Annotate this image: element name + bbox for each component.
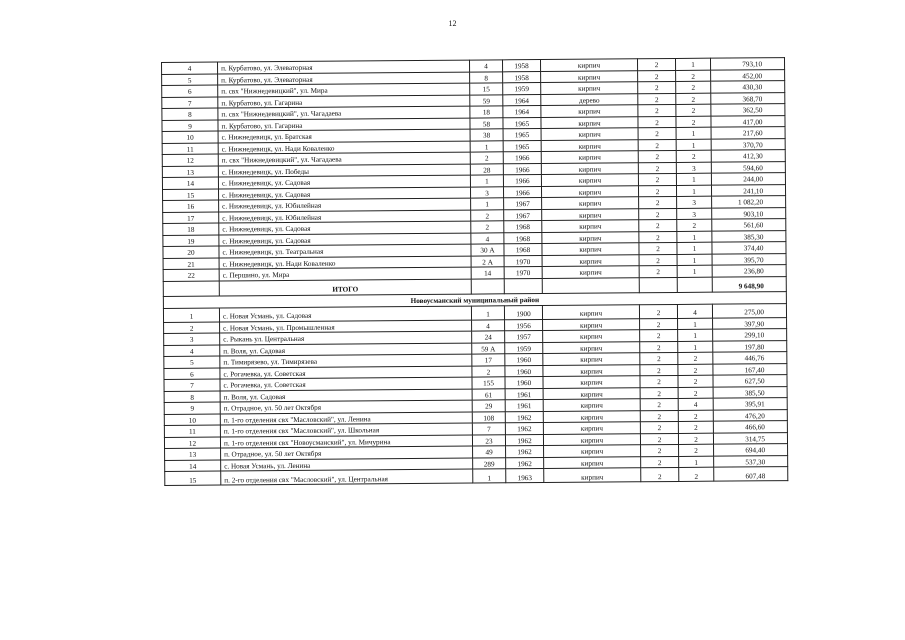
entrances-cell: 2 bbox=[679, 467, 714, 481]
housing-table bbox=[161, 57, 788, 486]
area-cell: 537,30 bbox=[714, 455, 788, 467]
area-cell: 694,40 bbox=[714, 444, 788, 456]
row-number: 17 bbox=[163, 212, 219, 224]
entrances-cell: 1 bbox=[678, 341, 713, 353]
floors-cell: 2 bbox=[639, 219, 677, 231]
year-cell: 1966 bbox=[503, 175, 541, 187]
house-number-cell: 28 bbox=[470, 163, 503, 175]
material-cell: кирпич bbox=[541, 139, 638, 151]
house-number-cell: 15 bbox=[470, 83, 503, 95]
year-cell: 1900 bbox=[504, 305, 542, 319]
entrances-cell: 3 bbox=[677, 208, 712, 220]
address-cell: с. Новая Усмань, ул. Промышленная bbox=[220, 320, 472, 333]
house-number-cell: 29 bbox=[472, 400, 505, 412]
address-cell: с. Новая Усмань, ул. Садовая bbox=[219, 306, 471, 322]
year-cell: 1959 bbox=[505, 342, 543, 354]
row-number: 5 bbox=[164, 356, 220, 368]
floors-cell: 2 bbox=[640, 329, 678, 341]
row-number: 4 bbox=[164, 345, 220, 357]
area-cell: 903,10 bbox=[712, 207, 786, 219]
year-cell: 1960 bbox=[505, 377, 543, 389]
row-number: 9 bbox=[164, 402, 220, 414]
house-number-cell: 1 bbox=[471, 305, 504, 319]
entrances-cell: 2 bbox=[678, 433, 713, 445]
floors-cell: 2 bbox=[641, 456, 679, 468]
address-cell: п. 1-го отделения свх "Масловский", ул. Школьная bbox=[220, 423, 472, 436]
material-cell: кирпич bbox=[542, 208, 639, 220]
floors-cell: 2 bbox=[640, 318, 678, 330]
area-cell: 385,50 bbox=[713, 386, 787, 398]
address-cell: п. 2-го отделения свх "Масловский", ул. Центральная bbox=[221, 469, 473, 485]
floors-cell: 2 bbox=[638, 81, 676, 93]
material-cell: кирпич bbox=[541, 116, 638, 128]
house-number-cell: 4 bbox=[472, 319, 505, 331]
address-cell: п. Курбатово, ул. Элеваторная bbox=[218, 60, 470, 73]
row-number: 18 bbox=[163, 223, 219, 235]
year-cell: 1962 bbox=[505, 411, 543, 423]
house-number-cell: 61 bbox=[472, 388, 505, 400]
house-number-cell: 14 bbox=[471, 267, 504, 279]
house-number-cell: 38 bbox=[470, 129, 503, 141]
house-number-cell: 23 bbox=[472, 434, 505, 446]
row-number: 6 bbox=[162, 85, 218, 97]
year-cell: 1965 bbox=[503, 140, 541, 152]
address-cell: п. Отрадное, ул. 50 лет Октября bbox=[220, 400, 472, 413]
floors-cell: 2 bbox=[638, 70, 676, 82]
material-cell: кирпич bbox=[543, 433, 640, 445]
total-empty-cell bbox=[542, 277, 639, 293]
area-cell: 197,80 bbox=[713, 340, 787, 352]
entrances-cell: 2 bbox=[676, 70, 711, 82]
material-cell: кирпич bbox=[543, 399, 640, 411]
entrances-cell: 1 bbox=[677, 265, 712, 277]
row-number: 20 bbox=[163, 246, 219, 258]
row-number: 1 bbox=[163, 308, 219, 322]
entrances-cell: 1 bbox=[677, 231, 712, 243]
year-cell: 1967 bbox=[504, 209, 542, 221]
area-cell: 299,10 bbox=[713, 329, 787, 341]
material-cell: кирпич bbox=[543, 330, 640, 342]
area-cell: 395,70 bbox=[712, 253, 786, 265]
year-cell: 1962 bbox=[505, 423, 543, 435]
row-number: 11 bbox=[162, 143, 218, 155]
entrances-cell: 2 bbox=[678, 375, 713, 387]
row-number: 13 bbox=[165, 448, 221, 460]
row-number: 15 bbox=[162, 189, 218, 201]
address-cell: с. Першино, ул. Мира bbox=[219, 267, 471, 280]
entrances-cell: 2 bbox=[678, 421, 713, 433]
year-cell: 1968 bbox=[504, 244, 542, 256]
area-cell: 370,70 bbox=[711, 138, 785, 150]
material-cell: кирпич bbox=[541, 174, 638, 186]
area-cell: 244,00 bbox=[711, 173, 785, 185]
entrances-cell: 2 bbox=[676, 116, 711, 128]
floors-cell: 2 bbox=[640, 410, 678, 422]
house-number-cell: 2 bbox=[471, 209, 504, 221]
year-cell: 1957 bbox=[505, 331, 543, 343]
year-cell: 1968 bbox=[504, 221, 542, 233]
address-cell: п. свх "Нижнедевицкий", ул. Чагадаева bbox=[218, 106, 470, 119]
address-cell: п. 1-го отделения свх "Масловский", ул. Ленина bbox=[220, 412, 472, 425]
entrances-cell: 1 bbox=[677, 254, 712, 266]
floors-cell: 2 bbox=[638, 116, 676, 128]
material-cell: кирпич bbox=[542, 243, 639, 255]
entrances-cell: 2 bbox=[678, 410, 713, 422]
floors-cell: 2 bbox=[638, 162, 676, 174]
material-cell: кирпич bbox=[541, 128, 638, 140]
year-cell: 1960 bbox=[505, 354, 543, 366]
material-cell: кирпич bbox=[543, 410, 640, 422]
row-number: 10 bbox=[164, 414, 220, 426]
house-number-cell: 18 bbox=[470, 106, 503, 118]
total-empty-cell bbox=[163, 281, 219, 296]
area-cell: 627,50 bbox=[713, 375, 787, 387]
year-cell: 1965 bbox=[503, 117, 541, 129]
address-cell: п. 1-го отделения свх "Новоусманский", ул. Мичурина bbox=[220, 435, 472, 448]
address-cell: с. Нижнедевицк, ул. Садовая bbox=[219, 221, 471, 234]
row-number: 7 bbox=[164, 379, 220, 391]
year-cell: 1965 bbox=[503, 129, 541, 141]
house-number-cell: 17 bbox=[472, 354, 505, 366]
material-cell: кирпич bbox=[542, 197, 639, 209]
row-number: 13 bbox=[162, 166, 218, 178]
entrances-cell: 2 bbox=[678, 352, 713, 364]
entrances-cell: 1 bbox=[676, 139, 711, 151]
floors-cell: 2 bbox=[638, 93, 676, 105]
year-cell: 1966 bbox=[503, 163, 541, 175]
area-cell: 476,20 bbox=[713, 409, 787, 421]
house-number-cell: 8 bbox=[470, 71, 503, 83]
house-number-cell: 2 bbox=[472, 365, 505, 377]
total-empty-cell bbox=[471, 278, 504, 293]
address-cell: п. свх "Нижнедевицкий", ул. Чагадаева bbox=[218, 152, 470, 165]
floors-cell: 2 bbox=[639, 304, 677, 318]
material-cell: кирпич bbox=[541, 185, 638, 197]
total-area: 9 648,90 bbox=[712, 276, 786, 292]
entrances-cell: 2 bbox=[677, 219, 712, 231]
entrances-cell: 3 bbox=[676, 162, 711, 174]
floors-cell: 2 bbox=[637, 58, 675, 70]
address-cell: с. Нижнедевицк, ул. Садовая bbox=[218, 175, 470, 188]
district-title: Новоусманский муниципальный район bbox=[163, 291, 786, 308]
material-cell: кирпич bbox=[543, 353, 640, 365]
entrances-cell: 2 bbox=[676, 150, 711, 162]
year-cell: 1966 bbox=[503, 186, 541, 198]
area-cell: 362,50 bbox=[711, 104, 785, 116]
entrances-cell: 2 bbox=[676, 81, 711, 93]
row-number: 14 bbox=[165, 460, 221, 472]
area-cell: 452,00 bbox=[711, 69, 785, 81]
material-cell: кирпич bbox=[543, 376, 640, 388]
address-cell: с. Рогачевка, ул. Советская bbox=[220, 366, 472, 379]
year-cell: 1968 bbox=[504, 232, 542, 244]
address-cell: п. Курбатово, ул. Гагарина bbox=[218, 95, 470, 108]
address-cell: с. Нижнедевицк, ул. Театральная bbox=[219, 244, 471, 257]
entrances-cell: 3 bbox=[677, 196, 712, 208]
area-cell: 1 082,20 bbox=[712, 196, 786, 208]
house-number-cell: 1 bbox=[471, 198, 504, 210]
material-cell: кирпич bbox=[544, 445, 641, 457]
area-cell: 241,10 bbox=[711, 184, 785, 196]
address-cell: п. Курбатово, ул. Элеваторная bbox=[218, 72, 470, 85]
house-number-cell: 108 bbox=[472, 411, 505, 423]
address-cell: п. свх "Нижнедевицкий", ул. Мира bbox=[218, 83, 470, 96]
entrances-cell: 1 bbox=[676, 185, 711, 197]
house-number-cell: 30 А bbox=[471, 244, 504, 256]
floors-cell: 2 bbox=[640, 398, 678, 410]
floors-cell: 2 bbox=[640, 433, 678, 445]
house-number-cell: 59 bbox=[470, 94, 503, 106]
area-cell: 466,60 bbox=[713, 421, 787, 433]
total-label: ИТОГО bbox=[219, 279, 471, 296]
area-cell: 793,10 bbox=[710, 58, 784, 70]
row-number: 21 bbox=[163, 258, 219, 270]
material-cell: кирпич bbox=[542, 304, 639, 319]
row-number: 8 bbox=[162, 108, 218, 120]
area-cell: 397,90 bbox=[713, 317, 787, 329]
year-cell: 1967 bbox=[504, 198, 542, 210]
house-number-cell: 2 А bbox=[471, 255, 504, 267]
area-cell: 446,76 bbox=[713, 352, 787, 364]
area-cell: 607,48 bbox=[714, 467, 788, 482]
year-cell: 1964 bbox=[503, 94, 541, 106]
floors-cell: 2 bbox=[639, 254, 677, 266]
material-cell: кирпич bbox=[540, 59, 637, 71]
address-cell: с. Рыкань ул. Центральная bbox=[220, 331, 472, 344]
area-cell: 275,00 bbox=[712, 303, 786, 318]
year-cell: 1961 bbox=[505, 400, 543, 412]
year-cell: 1970 bbox=[504, 255, 542, 267]
year-cell: 1963 bbox=[506, 469, 544, 483]
floors-cell: 2 bbox=[639, 265, 677, 277]
row-number: 2 bbox=[164, 322, 220, 334]
house-number-cell: 7 bbox=[472, 423, 505, 435]
material-cell: кирпич bbox=[541, 82, 638, 94]
row-number: 11 bbox=[164, 425, 220, 437]
row-number: 12 bbox=[164, 437, 220, 449]
total-empty-cell bbox=[677, 277, 712, 292]
address-cell: с. Рогачевка, ул. Советская bbox=[220, 377, 472, 390]
house-number-cell: 59 А bbox=[472, 342, 505, 354]
row-number: 6 bbox=[164, 368, 220, 380]
material-cell: кирпич bbox=[543, 318, 640, 330]
year-cell: 1958 bbox=[502, 60, 540, 72]
total-empty-cell bbox=[504, 278, 542, 293]
year-cell: 1958 bbox=[503, 71, 541, 83]
row-number: 12 bbox=[162, 154, 218, 166]
entrances-cell: 1 bbox=[675, 58, 710, 70]
floors-cell: 2 bbox=[639, 231, 677, 243]
house-number-cell: 4 bbox=[469, 60, 502, 72]
entrances-cell: 1 bbox=[676, 173, 711, 185]
material-cell: кирпич bbox=[544, 468, 641, 483]
entrances-cell: 4 bbox=[678, 398, 713, 410]
material-cell: кирпич bbox=[541, 151, 638, 163]
house-number-cell: 58 bbox=[470, 117, 503, 129]
house-number-cell: 155 bbox=[472, 377, 505, 389]
area-cell: 314,75 bbox=[713, 432, 787, 444]
address-cell: с. Нижнедевицк, ул. Нади Коваленко bbox=[218, 141, 470, 154]
material-cell: кирпич bbox=[543, 387, 640, 399]
row-number: 4 bbox=[162, 62, 218, 74]
area-cell: 368,70 bbox=[711, 92, 785, 104]
floors-cell: 2 bbox=[641, 444, 679, 456]
material-cell: кирпич bbox=[543, 422, 640, 434]
entrances-cell: 1 bbox=[678, 318, 713, 330]
floors-cell: 2 bbox=[640, 341, 678, 353]
area-cell: 417,00 bbox=[711, 115, 785, 127]
floors-cell: 2 bbox=[638, 139, 676, 151]
address-cell: с. Новая Усмань, ул. Ленина bbox=[221, 458, 473, 471]
material-cell: кирпич bbox=[541, 70, 638, 82]
row-number: 19 bbox=[163, 235, 219, 247]
entrances-cell: 2 bbox=[678, 387, 713, 399]
address-cell: п. Воля, ул. Садовая bbox=[220, 389, 472, 402]
floors-cell: 2 bbox=[640, 387, 678, 399]
area-cell: 561,60 bbox=[712, 219, 786, 231]
floors-cell: 2 bbox=[638, 104, 676, 116]
year-cell: 1961 bbox=[505, 388, 543, 400]
row-number: 8 bbox=[164, 391, 220, 403]
year-cell: 1959 bbox=[503, 83, 541, 95]
floors-cell: 2 bbox=[640, 421, 678, 433]
floors-cell: 2 bbox=[639, 242, 677, 254]
year-cell: 1970 bbox=[504, 267, 542, 279]
year-cell: 1962 bbox=[506, 457, 544, 469]
table-section-part2 bbox=[163, 303, 787, 485]
house-number-cell: 24 bbox=[472, 331, 505, 343]
page-number: 12 bbox=[448, 19, 457, 28]
floors-cell: 2 bbox=[641, 467, 679, 481]
house-number-cell: 1 bbox=[470, 140, 503, 152]
row-number: 3 bbox=[164, 333, 220, 345]
address-cell: с. Нижнедевицк, ул. Юбилейная bbox=[219, 210, 471, 223]
area-cell: 594,60 bbox=[711, 161, 785, 173]
floors-cell: 2 bbox=[640, 352, 678, 364]
row-number: 16 bbox=[163, 200, 219, 212]
address-cell: п. Курбатово, ул. Гагарина bbox=[218, 118, 470, 131]
house-number-cell: 2 bbox=[471, 221, 504, 233]
house-number-cell: 49 bbox=[473, 446, 506, 458]
housing-table-container bbox=[161, 57, 787, 486]
area-cell: 385,30 bbox=[712, 230, 786, 242]
address-cell: с. Нижнедевицк, ул. Садовая bbox=[218, 187, 470, 200]
entrances-cell: 1 bbox=[677, 242, 712, 254]
material-cell: кирпич bbox=[542, 231, 639, 243]
house-number-cell: 3 bbox=[470, 186, 503, 198]
floors-cell: 2 bbox=[639, 196, 677, 208]
house-number-cell: 4 bbox=[471, 232, 504, 244]
area-cell: 374,40 bbox=[712, 242, 786, 254]
entrances-cell: 1 bbox=[679, 456, 714, 468]
address-cell: с. Нижнедевицк, ул. Юбилейная bbox=[219, 198, 471, 211]
area-cell: 395,91 bbox=[713, 398, 787, 410]
year-cell: 1960 bbox=[505, 365, 543, 377]
floors-cell: 2 bbox=[638, 173, 676, 185]
row-number: 5 bbox=[162, 74, 218, 86]
material-cell: кирпич bbox=[544, 456, 641, 468]
row-number: 10 bbox=[162, 131, 218, 143]
total-empty-cell bbox=[639, 277, 677, 292]
year-cell: 1956 bbox=[505, 319, 543, 331]
address-cell: с. Нижнедевицк, ул. Победы bbox=[218, 164, 470, 177]
floors-cell: 2 bbox=[638, 150, 676, 162]
row-number: 14 bbox=[162, 177, 218, 189]
material-cell: дерево bbox=[541, 93, 638, 105]
material-cell: кирпич bbox=[542, 254, 639, 266]
material-cell: кирпич bbox=[542, 266, 639, 278]
area-cell: 167,40 bbox=[713, 363, 787, 375]
floors-cell: 2 bbox=[638, 127, 676, 139]
area-cell: 412,30 bbox=[711, 150, 785, 162]
entrances-cell: 1 bbox=[676, 127, 711, 139]
entrances-cell: 2 bbox=[678, 364, 713, 376]
address-cell: с. Нижнедевицк, ул. Нади Коваленко bbox=[219, 256, 471, 269]
house-number-cell: 1 bbox=[473, 469, 506, 483]
house-number-cell: 1 bbox=[470, 175, 503, 187]
material-cell: кирпич bbox=[543, 341, 640, 353]
house-number-cell: 289 bbox=[473, 457, 506, 469]
entrances-cell: 2 bbox=[679, 444, 714, 456]
address-cell: п. Отрадное, ул. 50 лет Октября bbox=[221, 446, 473, 459]
material-cell: кирпич bbox=[541, 162, 638, 174]
address-cell: с. Нижнедевицк, ул. Братская bbox=[218, 129, 470, 142]
area-cell: 430,30 bbox=[711, 81, 785, 93]
row-number: 22 bbox=[163, 269, 219, 281]
year-cell: 1966 bbox=[503, 152, 541, 164]
entrances-cell: 1 bbox=[678, 329, 713, 341]
address-cell: п. Тимирязево, ул. Тимирязева bbox=[220, 354, 472, 367]
house-number-cell: 2 bbox=[470, 152, 503, 164]
address-cell: с. Нижнедевицк, ул. Садовая bbox=[219, 233, 471, 246]
table-section-part1 bbox=[162, 58, 787, 281]
address-cell: п. Воля, ул. Садовая bbox=[220, 343, 472, 356]
row-number: 9 bbox=[162, 120, 218, 132]
entrances-cell: 2 bbox=[676, 104, 711, 116]
year-cell: 1962 bbox=[506, 446, 544, 458]
year-cell: 1962 bbox=[505, 434, 543, 446]
area-cell: 236,80 bbox=[712, 265, 786, 277]
material-cell: кирпич bbox=[543, 364, 640, 376]
area-cell: 217,60 bbox=[711, 127, 785, 139]
row-number: 7 bbox=[162, 97, 218, 109]
material-cell: кирпич bbox=[542, 220, 639, 232]
floors-cell: 2 bbox=[640, 364, 678, 376]
floors-cell: 2 bbox=[639, 208, 677, 220]
floors-cell: 2 bbox=[640, 375, 678, 387]
entrances-cell: 2 bbox=[676, 93, 711, 105]
floors-cell: 2 bbox=[638, 185, 676, 197]
material-cell: кирпич bbox=[541, 105, 638, 117]
year-cell: 1964 bbox=[503, 106, 541, 118]
entrances-cell: 4 bbox=[677, 304, 712, 318]
row-number: 15 bbox=[165, 471, 221, 485]
